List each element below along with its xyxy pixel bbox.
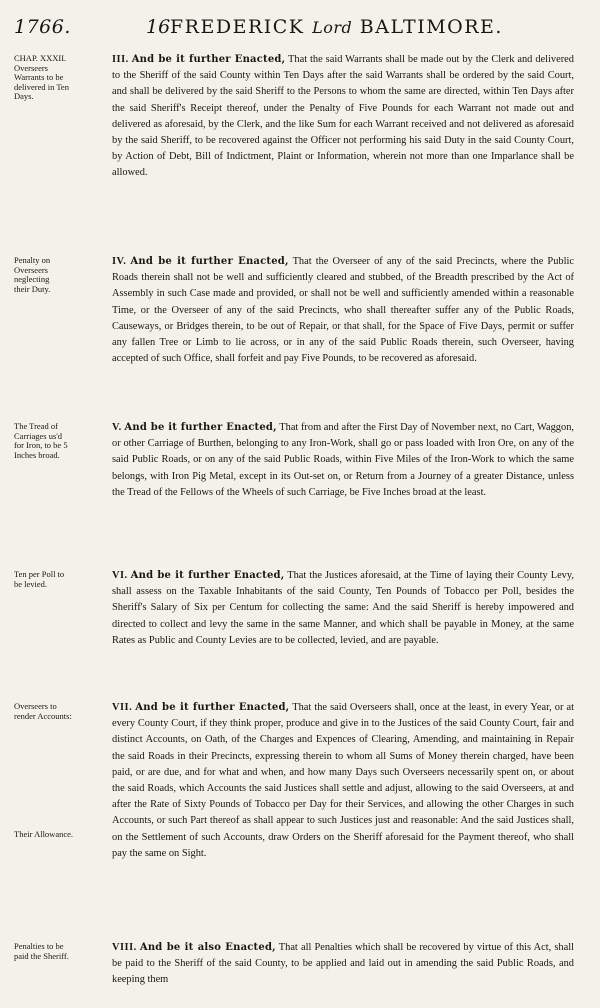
section-body bbox=[112, 52, 574, 182]
title-lord: Lord bbox=[312, 18, 353, 37]
margin-note: Overseers to render Accounts: bbox=[14, 701, 72, 721]
section-8 bbox=[14, 940, 574, 1000]
section-body bbox=[112, 254, 574, 367]
section-text: That the Overseer of any of the said Precincts, where the Public Roads therein shall not be well and sufficiently cleared and stubbed, of the Breadth prescribed by the Act of Assembly in such Case made and provided, or shall not be well and sufficiently amended within a reasonable Time, or the Overseer of any of the said Precincts, who shall thereafter suffer any of the Public Roads, Causeways, or Bridges therein, to be out of Repair, or that shall, for the Space of Five Days, permit or suffer any fallen Tree or Limb to lie across, or in any of the said Public Roads therein, such Overseer, having accepted of such Office, shall forfeit and pay Five Pounds, to be recovered as aforesaid. bbox=[112, 256, 574, 365]
section-lead: And be it further Enacted, bbox=[130, 570, 285, 581]
margin-notes bbox=[14, 701, 110, 839]
page-number: 16 bbox=[146, 16, 171, 38]
section-text: That the said Warrants shall be made out by the Clerk and delivered to the Sheriff of the said County within Ten Days after the said Warrants shall be ordered by the said Court, and shall be delivered by the said Sheriff to the Persons to whom the same are directed, within Ten Days after the said Sheriff's Receipt thereof, under the Penalty of Five Pounds for each Warrant not made out and delivered as aforesaid, by the Clerk, and the like Sum for each Warrant received and not delivered as aforesaid by the said Sheriff, to be recovered against the Officer not performing his said Duty in the said County Court, by Action of Debt, Bill of Indictment, Plaint or Information, wherein not more than one Imparlance shall be allowed. bbox=[112, 54, 574, 179]
year: 1766. bbox=[14, 16, 71, 38]
margin-note: Penalties to be paid the Sheriff. bbox=[14, 941, 69, 961]
section-number: V. bbox=[112, 422, 122, 433]
section-number: VI. bbox=[112, 570, 128, 581]
margin-note-2: Their Allowance. bbox=[14, 829, 74, 839]
running-title bbox=[170, 16, 503, 38]
section-6 bbox=[14, 568, 574, 688]
section-text: That the Justices aforesaid, at the Time of laying their County Levy, shall assess on the Taxable Inhabitants of the said County, Ten Pounds of Tobacco per Poll, besides the Sheriff's Salary of Six per Centum for collecting the same: And the said Sheriff is hereby impowered and directed to collect and levy the same in the same Manner, and which shall be payable in Money, at the same Rates as Public and County Levies are to be collected, levied, and are payable. bbox=[112, 570, 574, 646]
section-text: That all Penalties which shall be recovered by virtue of this Act, shall be paid to the Sheriff of the said County, to be applied and laid out in amending the said Public Roads, and keeping them bbox=[112, 942, 574, 986]
section-4 bbox=[14, 254, 574, 408]
section-number: VII. bbox=[112, 702, 133, 713]
section-7 bbox=[14, 700, 574, 928]
section-body bbox=[112, 700, 574, 862]
section-number: IV. bbox=[112, 256, 127, 267]
section-lead: And be it further Enacted, bbox=[131, 54, 286, 65]
section-5 bbox=[14, 420, 574, 556]
section-number: III. bbox=[112, 54, 129, 65]
section-body bbox=[112, 568, 574, 649]
margin-note: Penalty on Overseers neglecting their Duty. bbox=[14, 255, 51, 294]
margin-note: Ten per Poll to be levied. bbox=[14, 569, 65, 589]
section-body bbox=[112, 940, 574, 989]
page-header bbox=[14, 12, 574, 52]
title-end: BALTIMORE. bbox=[359, 16, 503, 38]
section-lead: And be it also Enacted, bbox=[139, 942, 276, 953]
section-lead: And be it further Enacted, bbox=[130, 256, 289, 267]
title-main: FREDERICK bbox=[170, 16, 305, 38]
section-body bbox=[112, 420, 574, 501]
section-3 bbox=[14, 52, 574, 242]
margin-note: The Tread of Carriages us'd for Iron, to be 5 Inches broad. bbox=[14, 421, 68, 460]
section-lead: And be it further Enacted, bbox=[135, 702, 290, 713]
section-number: VIII. bbox=[112, 942, 137, 953]
section-text: That from and after the First Day of November next, no Cart, Waggon, or other Carriage of Burthen, belonging to any Iron-Work, shall go or pass loaded with Iron Ore, on any of the said Public Roads, or on any of the said Public Roads, within Five Miles of the Iron-Work to which the same belongs, with Iron Pig Metal, except in its Out-set on, or Return from a Journey of a greater Distance, unless the Tread of the Fellows of the Wheels of such Carriage, be Five Inches broad at the least. bbox=[112, 422, 574, 498]
section-text: That the said Overseers shall, once at the least, in every Year, or at every County Court, if they think proper, produce and give in to the Justices of the said County Court, fair and distinct Accounts, on Oath, of the Charges and Expences of Clearing, Amending, and maintaining in Repair the said Roads in their Precincts, expressing therein to whom all Sums of Money therein charged, have been paid, or are due, and for what and when, and how many Days such Overseers necessarily spent on, or about the said Roads, which Accounts the said Justices shall settle and adjust, allowing to the said Overseers, at and after the Rate of Sixty Pounds of Tobacco per Day for their Services, and allowing the other Charges in such Accounts, or such Part thereof as shall appear to such Justices just and reasonable: And the said Justices shall, on the Settlement of such Accounts, draw Orders on the Sheriff aforesaid for the Payment thereof, who shall pay the same on Sight. bbox=[112, 702, 574, 859]
section-lead: And be it further Enacted, bbox=[124, 422, 277, 433]
margin-note: CHAP. XXXII. Overseers Warrants to be delivered in Ten Days. bbox=[14, 53, 69, 101]
